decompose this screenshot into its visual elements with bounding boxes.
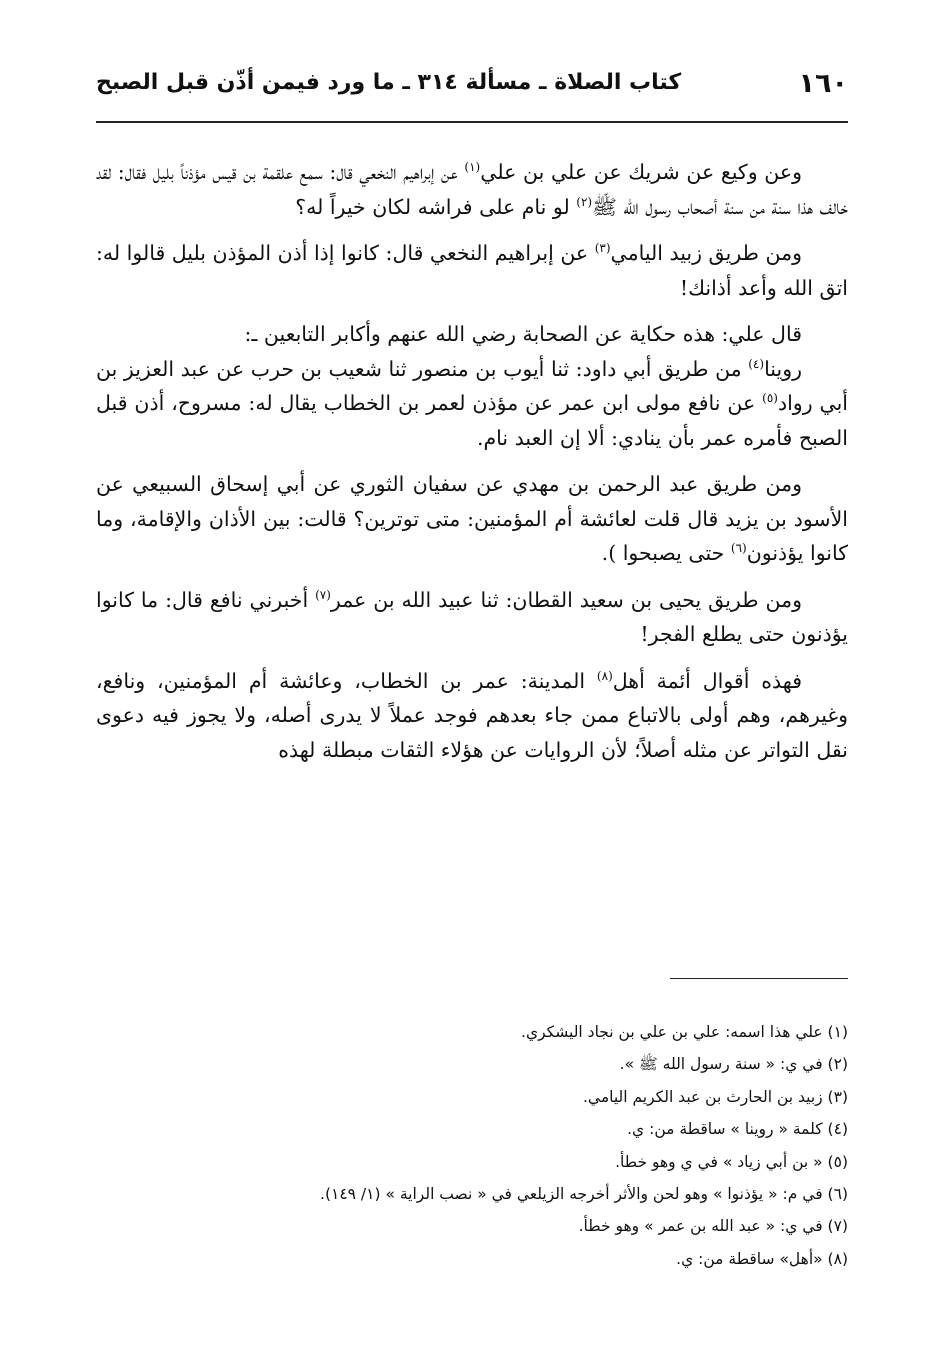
footnote-marker: (٢): [576, 194, 593, 209]
paragraph-text: عن إبراهيم النخعي قال: سمع علقمة بن قيس مؤذناً بليل فقال: لقد خالف هذا سنة من سنة أصحاب رسول الله ﷺ: [96, 160, 848, 219]
footnote-item: (٦) في م: « يؤذنوا » وهو لحن والأثر أخرجه الزيلعي في « نصب الراية » (١/ ١٤٩).: [320, 1185, 848, 1204]
body-paragraph: [96, 664, 848, 768]
footnote-marker: (٣): [594, 241, 611, 256]
footnote-marker: (٨): [596, 668, 613, 683]
paragraph-text: أخبرني نافع قال: ما كانوا يؤذنون حتى يطلع الفجر!: [96, 587, 848, 646]
paragraph-text: المدينة: عمر بن الخطاب، وعائشة أم المؤمنين، ونافع، وغيرهم، وهم أولى بالاتباع ممن جاء بعدهم فوجد عملاً لا يدرى أصله، ولا يجوز فيه دعوى نقل التواتر عن مثله أصلاً؛ لأن الروايات عن هؤلاء الثقات مبطلة لهذه: [96, 668, 848, 762]
body-paragraph: [96, 155, 848, 224]
paragraph-text: عن نافع مولى ابن عمر عن مؤذن لعمر بن الخطاب يقال له: مسروح، أذن قبل الصبح فأمره عمر بأن ينادي: ألا إن العبد نام.: [96, 391, 848, 450]
main-text: [96, 155, 848, 779]
paragraph-text: من طريق أبي داود: ثنا أيوب بن منصور ثنا شعيب بن حرب عن عبد العزيز بن أبي رواد: [96, 356, 848, 415]
footnote-item: (٥) « بن أبي زياد » في ي وهو خطأ.: [615, 1152, 848, 1171]
footnote-item: (٣) زبيد بن الحارث بن عبد الكريم اليامي.: [582, 1087, 848, 1106]
footnotes: [120, 1016, 848, 1275]
footnote-marker: (٤): [748, 356, 765, 371]
footnote-marker: (١): [464, 160, 481, 175]
body-paragraph: [96, 583, 848, 652]
paragraph-text: حتى يصبحوا ).: [601, 541, 731, 565]
footnote-item: (٤) كلمة « روينا » ساقطة من: ي.: [627, 1120, 848, 1139]
paragraph-text: وعن وكيع عن شريك عن علي بن علي: [480, 160, 802, 184]
body-paragraph: [96, 317, 848, 352]
footnote-divider: [670, 978, 848, 979]
footnote-item: (١) علي هذا اسمه: علي بن علي بن نجاد اليشكري.: [521, 1023, 848, 1041]
footnote-marker: (٧): [315, 587, 331, 602]
running-header: [96, 62, 848, 122]
paragraph-text: ومن طريق زبيد اليامي: [610, 241, 802, 265]
paragraph-text: ومن طريق عبد الرحمن بن مهدي عن سفيان الثوري عن أبي إسحاق السبيعي عن الأسود بن يزيد قال قلت لعائشة أم المؤمنين: متى توترين؟ قالت: بين الأذان والإقامة، وما كانوا يؤذنون: [96, 472, 848, 565]
footnote-marker: (٥): [762, 391, 778, 406]
paragraph-text: عن إبراهيم النخعي قال: كانوا إذا أذن المؤذن بليل قالوا له: اتق الله وأعد أذانك!: [96, 241, 848, 300]
footnote-item: (٧) في ي: « عبد الله بن عمر » وهو خطأ.: [578, 1217, 848, 1236]
paragraph-text: لو نام على فراشه لكان خيراً له؟: [295, 194, 577, 219]
body-paragraph: [96, 352, 848, 456]
footnote-item: (٨) «أهل» ساقطة من: ي.: [676, 1249, 848, 1268]
page-number: ١٦٠: [798, 68, 848, 99]
paragraph-text: فهذه أقوال أئمة أهل: [612, 668, 803, 693]
paragraph-text: روينا: [764, 356, 802, 381]
running-title: كتاب الصلاة ـ مسألة ٣١٤ ـ ما ورد فيمن أذّن قبل الصبح: [96, 70, 682, 95]
header-divider: [96, 121, 848, 123]
footnote-marker: (٦): [730, 541, 747, 556]
paragraph-text: قال علي: هذه حكاية عن الصحابة رضي الله عنهم وأكابر التابعين ـ:: [244, 322, 802, 346]
footnote-item: (٢) في ي: « سنة رسول الله ﷺ ».: [619, 1055, 848, 1074]
body-paragraph: [96, 467, 848, 571]
paragraph-text: ومن طريق يحيى بن سعيد القطان: ثنا عبيد الله بن عمر: [330, 587, 802, 612]
body-paragraph: [96, 236, 848, 305]
